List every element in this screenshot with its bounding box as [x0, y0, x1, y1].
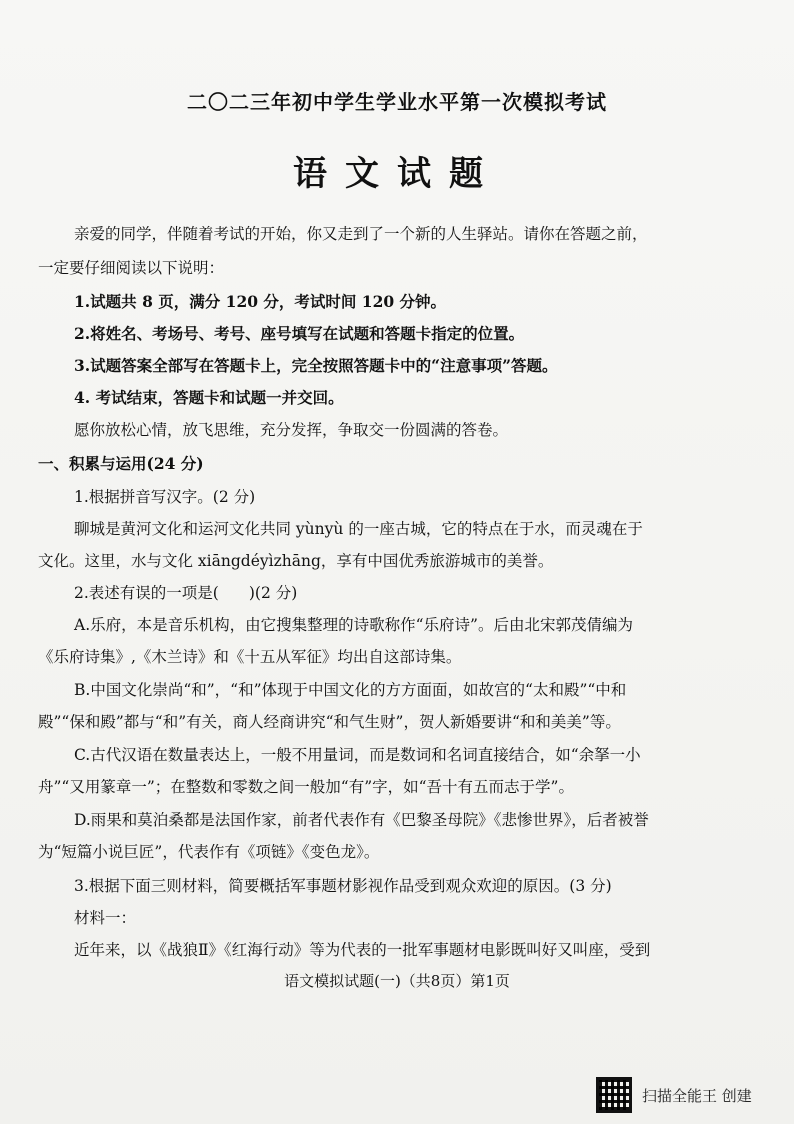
q2-option-a-line-1: A.乐府，本是音乐机构，由它搜集整理的诗歌称作“乐府诗”。后由北宋郭茂倩编为	[74, 616, 633, 634]
subject-title: 语文试题	[293, 154, 501, 194]
intro-line-1: 亲爱的同学，伴随着考试的开始，你又走到了一个新的人生驿站。请你在答题之前，	[74, 225, 648, 243]
qr-code-icon	[596, 1077, 632, 1113]
wish-line: 愿你放松心情，放飞思维，充分发挥，争取交一份圆满的答卷。	[74, 421, 509, 439]
q2-option-c-line-1: C.古代汉语在数量表达上，一般不用量词，而是数词和名词直接结合，如“余拏一小	[74, 746, 641, 764]
q2-option-c-line-2: 舟”“又用篆章一”；在整数和零数之间一般加“有”字，如“吾十有五而志于学”。	[38, 778, 574, 796]
rule-3: 3.试题答案全部写在答题卡上，完全按照答题卡中的“注意事项”答题。	[74, 356, 558, 375]
q2-option-b-line-2: 殿”“保和殿”都与“和”有关，商人经商讲究“和气生财”，贺人新婚要讲“和和美美”等。	[38, 713, 621, 731]
q2-option-d-line-1: D.雨果和莫泊桑都是法国作家，前者代表作有《巴黎圣母院》《悲惨世界》，后者被誉	[74, 811, 649, 829]
q1-line-1: 聊城是黄河文化和运河文化共同 yùnyù 的一座古城，它的特点在于水，而灵魂在于	[74, 520, 643, 538]
q1-line-2: 文化。这里，水与文化 xiāngdéyìzhāng，享有中国优秀旅游城市的美誉。	[38, 552, 554, 570]
rule-4: 4. 考试结束，答题卡和试题一并交回。	[74, 388, 344, 407]
q3-prompt: 3.根据下面三则材料，简要概括军事题材影视作品受到观众欢迎的原因。(3 分)	[74, 877, 612, 895]
q2-option-b-line-1: B.中国文化崇尚“和”，“和”体现于中国文化的方方面面，如故宫的“太和殿”“中和	[74, 681, 627, 699]
scanner-label: 扫描全能王 创建	[642, 1086, 752, 1105]
q2-prompt	[74, 583, 754, 603]
rule-2: 2.将姓名、考场号、考号、座号填写在试题和答题卡指定的位置。	[74, 324, 525, 343]
q2-option-a-line-2: 《乐府诗集》,《木兰诗》和《十五从军征》均出自这部诗集。	[38, 648, 462, 666]
q3-material-line: 近年来，以《战狼Ⅱ》《红海行动》等为代表的一批军事题材电影既叫好又叫座，受到	[74, 941, 651, 959]
intro-line-2: 一定要仔细阅读以下说明：	[38, 259, 225, 277]
scanner-watermark	[596, 1075, 752, 1115]
q1-prompt: 1.根据拼音写汉字。(2 分)	[74, 488, 256, 506]
page-footer: 语文模拟试题(一)（共8页）第1页	[284, 972, 510, 990]
q2-option-d-line-2: 为“短篇小说巨匠”，代表作有《项链》《变色龙》。	[38, 843, 380, 861]
q3-material-label: 材料一：	[74, 909, 137, 927]
rule-1: 1.试题共 8 页，满分 120 分，考试时间 120 分钟。	[74, 292, 447, 311]
section-heading: 一、积累与运用(24 分)	[38, 454, 204, 473]
exam-title: 二〇二三年初中学生学业水平第一次模拟考试	[187, 90, 607, 114]
q2-prompt-end: )(2 分)	[248, 584, 298, 602]
q2-prompt-start: 2.表述有误的一项是(	[74, 584, 219, 602]
